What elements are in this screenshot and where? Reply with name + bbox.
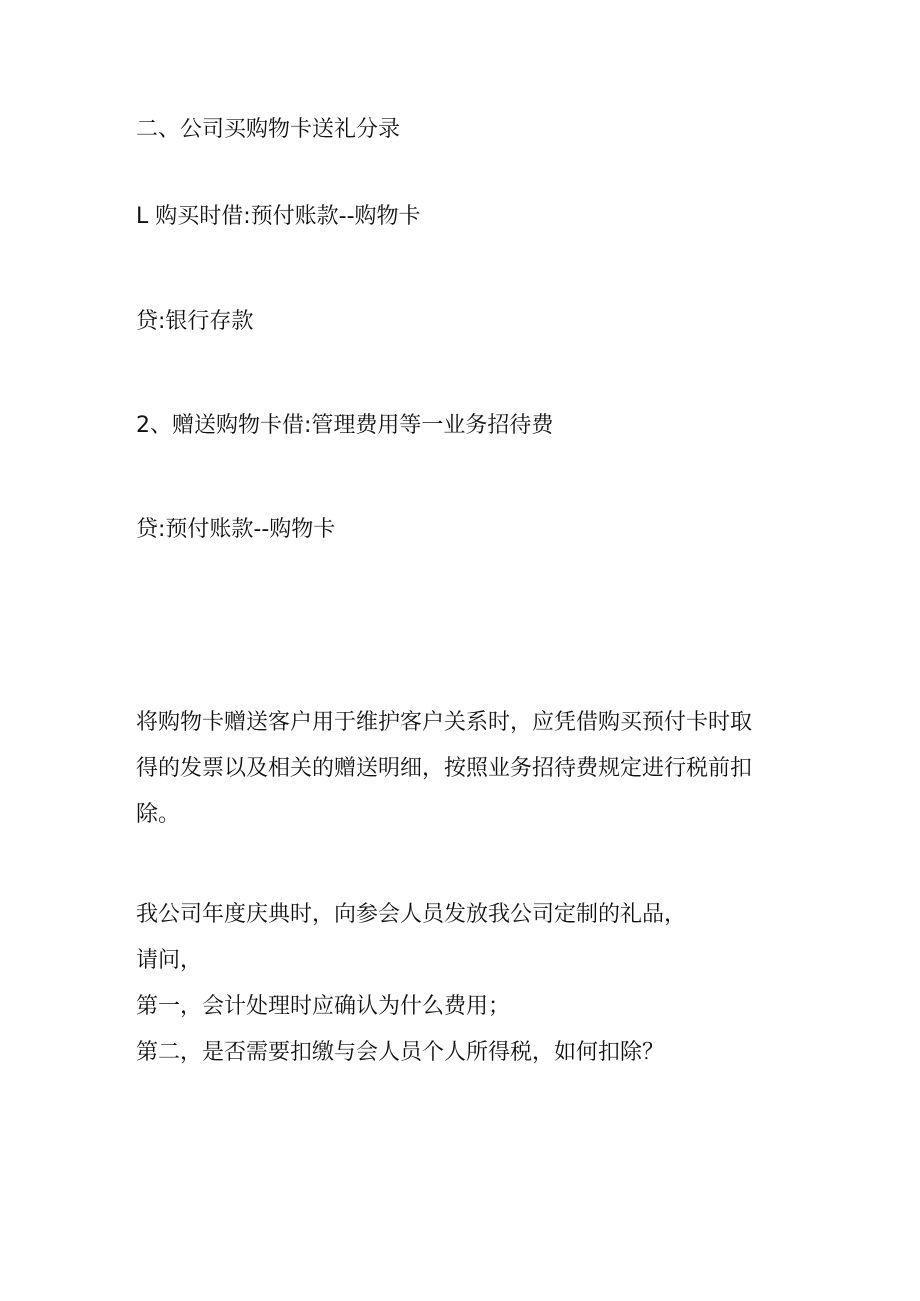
deduction-paragraph — [136, 700, 752, 838]
question-line: 我公司年度庆典时，向参会人员发放我公司定制的礼品， — [136, 902, 687, 927]
question-line: 请问， — [136, 948, 203, 973]
paragraph-line: 得的发票以及相关的赠送明细，按照业务招待费规定进行税前扣 — [136, 756, 753, 781]
section-heading: 二、公司买购物卡送礼分录 — [136, 117, 401, 142]
question-line: 第二，是否需要扣缴与会人员个人所得税，如何扣除？ — [136, 1040, 665, 1065]
entry-gift-credit: 贷:预付账款--购物卡 — [136, 517, 336, 542]
question-block — [136, 892, 686, 1076]
question-line: 第一，会计处理时应确认为什么费用； — [136, 994, 511, 1019]
entry-gift-debit: 2、赠送购物卡借:管理费用等一业务招待费 — [136, 413, 554, 438]
paragraph-line: 除。 — [136, 802, 181, 827]
entry-purchase-debit: L 购买时借:预付账款--购物卡 — [136, 204, 421, 229]
paragraph-line: 将购物卡赠送客户用于维护客户关系时，应凭借购买预付卡时取 — [136, 710, 753, 735]
entry-purchase-credit: 贷:银行存款 — [136, 309, 254, 334]
